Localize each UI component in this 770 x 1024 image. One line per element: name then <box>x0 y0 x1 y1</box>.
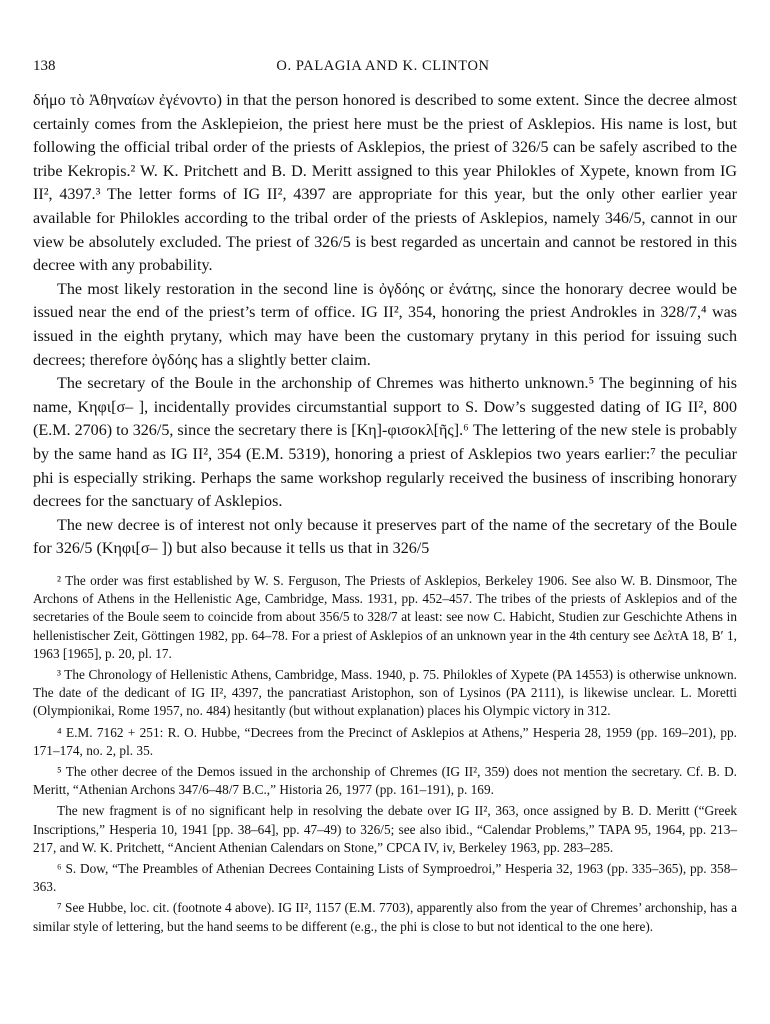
body-paragraph: The new decree is of interest not only because it preserves part of the name of the secretary of the Boule for 326/5 (Κηφι[σ– ]) but also because it tells us that in 326/5 <box>33 516 737 558</box>
body-text <box>33 89 737 561</box>
page-header <box>33 58 733 78</box>
footnote: ⁵ The other decree of the Demos issued in the archonship of Chremes (IG II², 359) does not mention the secretary. Cf. B. D. Meritt, “Athenian Archons 347/6–48/7 B.C.,” Historia 26, 1977 (pp. 161–191), p. 169. <box>33 764 737 798</box>
footnote: ³ The Chronology of Hellenistic Athens, Cambridge, Mass. 1940, p. 75. Philokles of Xypete (PA 14553) is otherwise unknown. The date of the dedicant of IG II², 4397, the pancratiast Aristophon, son of Lysinos (PA 2111), is likewise unclear. L. Moretti (Olympionikai, Rome 1957, no. 484) hesitantly (but without explanation) places his Olympic victory in 312. <box>33 667 737 719</box>
running-title: O. PALAGIA AND K. CLINTON <box>276 58 490 74</box>
footnote: ² The order was first established by W. S. Ferguson, The Priests of Asklepios, Berkeley 1906. See also W. B. Dinsmoor, The Archons of Athens in the Hellenistic Age, Cambridge, Mass. 1931, pp. 452–457. The tribes of the priests of Asklepios and of the secretaries of the Boule seem to coincide from about 356/5 to 328/7 at least: see now C. Habicht, Studien zur Geschichte Athens in hellenistischer Zeit, Göttingen 1982, pp. 64–78. For a priest of Asklepios of an unknown year in the 4th century see ΔελτΑ 18, Β′ 1, 1963 [1965], p. 20, pl. 17. <box>33 573 737 661</box>
body-paragraph: δήμο τὸ Ἀθηναίων ἐγένοντο) in that the person honored is described to some extent. Since the decree almost certainly comes from the Asklepieion, the priest here must be the priest of Asklepios. His name is lost, but following the official tribal order of the priests of Asklepios, the priest of 326/5 can be safely ascribed to the tribe Kekropis.² W. K. Pritchett and B. D. Meritt assigned to this year Philokles of Xypete, known from IG II², 4397.³ The letter forms of IG II², 4397 are appropriate for this year, but the only other earlier year available for Philokles according to the tribal order of the priests of Asklepios, namely 346/5, cannot in our view be absolutely excluded. The priest of 326/5 is best regarded as uncertain and cannot be restored in this decree with any probability. <box>33 92 737 275</box>
footnote: ⁷ See Hubbe, loc. cit. (footnote 4 above). IG II², 1157 (E.M. 7703), apparently also from the year of Chremes’ archonship, has a similar style of lettering, but the hand seems to be different (e.g., the phi is close to but not identical to the one here). <box>33 900 737 934</box>
footnote: ⁴ E.M. 7162 + 251: R. O. Hubbe, “Decrees from the Precinct of Asklepios at Athens,” Hesperia 28, 1959 (pp. 169–201), pp. 171–174, no. 2, pl. 35. <box>33 724 737 758</box>
body-paragraph: The secretary of the Boule in the archonship of Chremes was hitherto unknown.⁵ The beginning of his name, Κηφι[σ– ], incidentally provides circumstantial support to S. Dow’s suggested dating of IG II², 800 (E.M. 2706) to 326/5, since the secretary there is [Κη]-φισοκλ[ῆς].⁶ The lettering of the new stele is probably by the same hand as IG II², 354 (E.M. 5319), honoring a priest of Asklepios two years earlier:⁷ the peculiar phi is especially striking. Perhaps the same workshop regularly received the business of inscribing honorary decrees for the sanctuary of Asklepios. <box>33 375 737 511</box>
body-paragraph: The most likely restoration in the second line is ὀγδόης or ἐνάτης, since the honorary decree would be issued near the end of the priest’s term of office. IG II², 354, honoring the priest Androkles in 328/7,⁴ was issued in the eighth prytany, which may have been the customary prytany in this period for issuing such decrees; therefore ὀγδόης has a slightly better claim. <box>33 280 737 369</box>
footnote: ⁶ S. Dow, “The Preambles of Athenian Decrees Containing Lists of Symproedroi,” Hesperia 32, 1963 (pp. 335–365), pp. 358–363. <box>33 861 737 895</box>
page-number: 138 <box>33 58 56 74</box>
footnotes <box>33 572 737 939</box>
footnote-continuation: The new fragment is of no significant help in resolving the debate over IG II², 363, once assigned by B. D. Meritt (“Greek Inscriptions,” Hesperia 10, 1941 [pp. 38–64], pp. 47–49) to 326/5; see also ibid., “Calendar Problems,” TAPA 95, 1964, pp. 213–217, and W. K. Pritchett, “Ancient Athenian Calendars on Stone,” CPCA IV, iv, Berkeley 1963, pp. 283–285. <box>33 803 737 855</box>
